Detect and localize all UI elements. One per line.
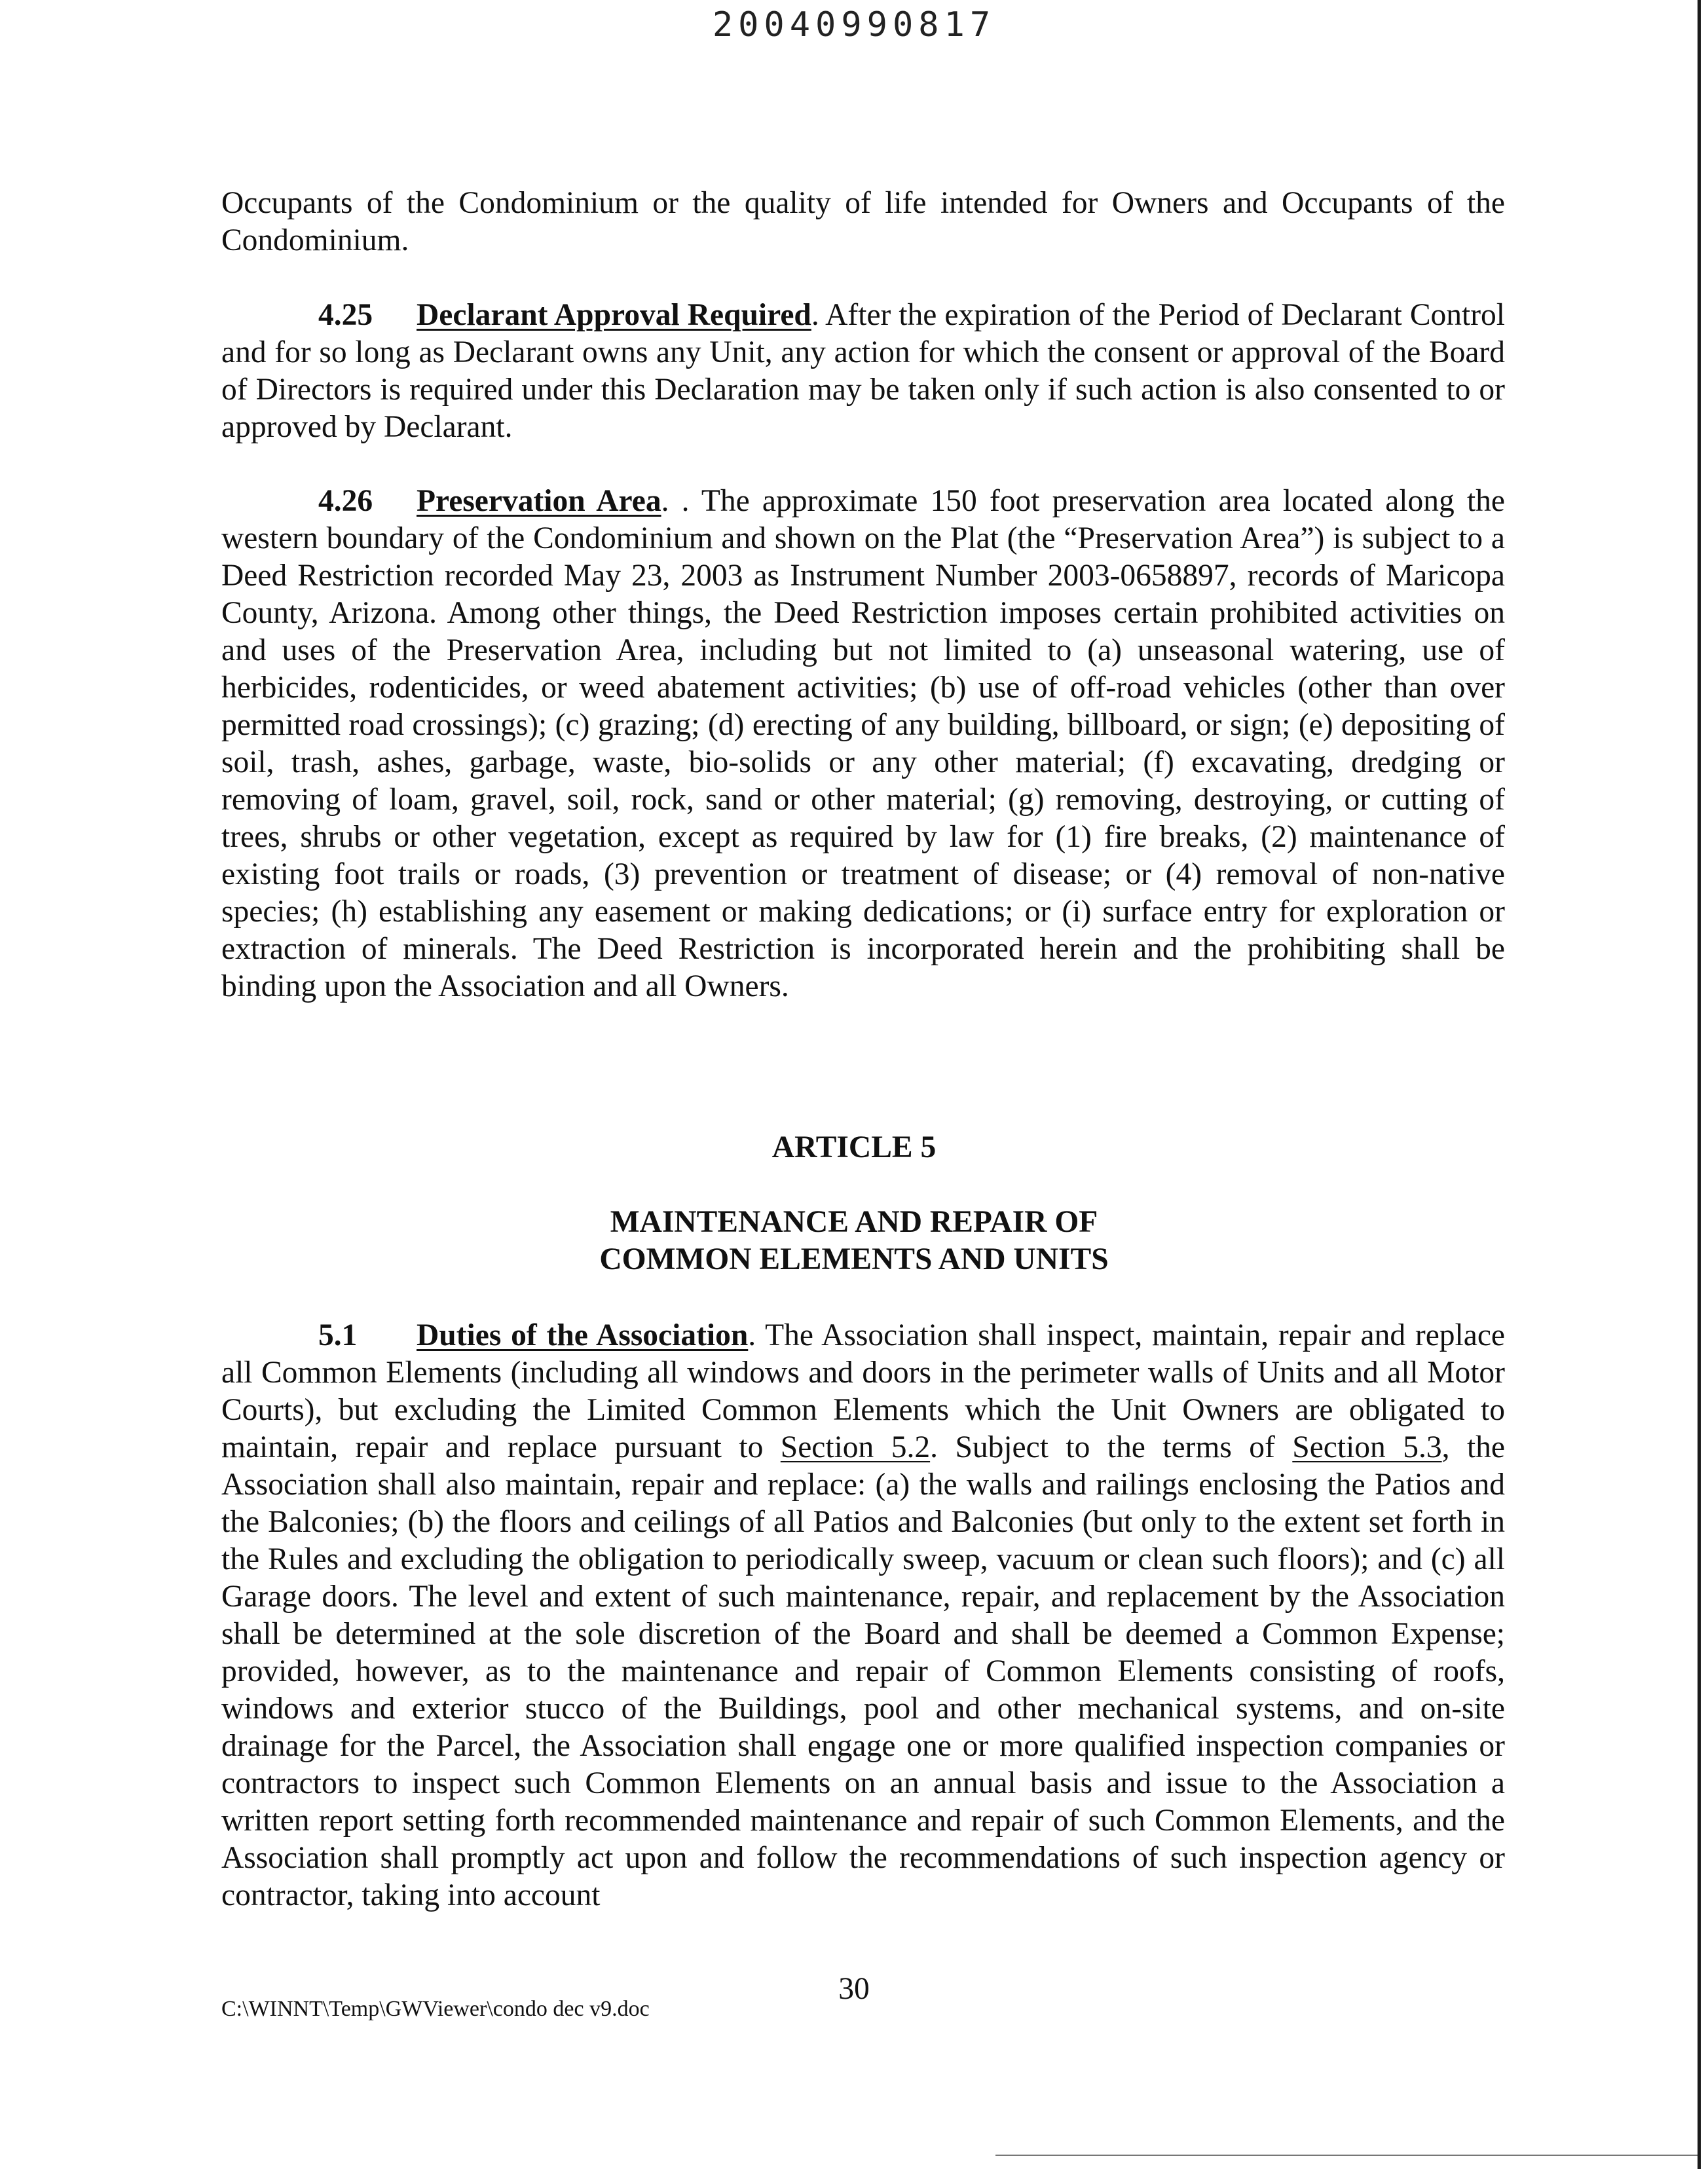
intro-paragraph — [221, 185, 1505, 259]
article-label: ARTICLE 5 — [771, 1130, 937, 1164]
intro-text: Occupants of the Condominium or the quality of life intended for Owners and Occupants of the Condominium. — [221, 186, 1505, 257]
section-5-1 — [221, 1317, 1505, 1914]
section-4-26 — [221, 483, 1505, 1005]
scan-bottom-rule — [995, 2155, 1698, 2156]
section-text: . After the expiration of the Period of Declarant Control and for so long as Declarant owns any Unit, any action for which the consent or approval of the Board of Directors is required under this Declaration may be taken only if such action is also consented to or approved by Declarant. — [221, 298, 1505, 444]
section-number: 4.26 — [318, 484, 373, 518]
section-title: Duties of the Association — [417, 1318, 749, 1352]
section-text-a: . The Association shall inspect, maintain, repair and replace all Common Elements (including all windows and doors in the perimeter walls of Units and all Motor Courts), but excluding the Limited Common Elements which the Unit Owners are obligated to maintain, repair and replace pursuant to — [221, 1318, 1505, 1464]
section-text: . . The approximate 150 foot preservation area located along the western boundary of the Condominium and shown on the Plat (the “Preservation Area”) is subject to a Deed Restriction recorded May 23, 2003 as Instrument Number 2003-0658897, records of Maricopa County, Arizona. Among other things, the Deed Restriction imposes certain prohibited activities on and uses of the Preservation Area, including but not limited to (a) unseasonal watering, use of herbicides, rodenticides, or weed abatement activities; (b) use of off-road vehicles (other than over permitted road crossings); (c) grazing; (d) erecting of any building, billboard, or sign; (e) depositing of soil, trash, ashes, garbage, waste, bio-solids or any other material; (f) excavating, dredging or removing of loam, gravel, soil, rock, sand or other material; (g) removing, destroying, or cutting of trees, shrubs or other vegetation, except as required by law for (1) fire breaks, (2) maintenance of existing foot trails or roads, (3) prevention or treatment of disease; or (4) removal of non-native species; (h) establishing any easement or making dedications; or (i) surface entry for exploration or extraction of minerals. The Deed Restriction is incorporated herein and the prohibiting shall be binding upon the Association and all Owners. — [221, 484, 1505, 1003]
section-number: 5.1 — [318, 1318, 358, 1352]
scan-edge-line — [1698, 0, 1701, 2169]
page-number: 30 — [838, 1972, 870, 2006]
section-text-c: , the Association shall also maintain, repair and replace: (a) the walls and railings enclosing the Patios and the Balconies; (b) the floors and ceilings of all Patios and Balconies (but only to the extent set forth in the Rules and excluding the obligation to periodically sweep, vacuum or clean such floors); and (c) all Garage doors. The level and extent of such maintenance, repair, and replacement by the Association shall be determined at the sole discretion of the Board and shall be deemed a Common Expense; provided, however, as to the maintenance and repair of Common Elements consisting of roofs, windows and exterior stucco of the Buildings, pool and other mechanical systems, and on-site drainage for the Parcel, the Association shall engage one or more qualified inspection companies or contractors to inspect such Common Elements on an annual basis and issue to the Association a written report setting forth recommended maintenance and repair of such Common Elements, and the Association shall promptly act upon and follow the recommendations of such inspection agency or contractor, taking into account — [221, 1430, 1505, 1912]
footer-file-path: C:\WINNT\Temp\GWViewer\condo dec v9.doc — [221, 1997, 650, 2021]
section-title: Declarant Approval Required — [417, 298, 811, 332]
article-title-line-1: MAINTENANCE AND REPAIR OF — [610, 1205, 1098, 1239]
section-number: 4.25 — [318, 298, 373, 332]
section-title: Preservation Area — [417, 484, 661, 518]
recording-number-stamp: 20040990817 — [712, 5, 996, 45]
article-title-line-2: COMMON ELEMENTS AND UNITS — [599, 1242, 1109, 1276]
section-4-25 — [221, 297, 1505, 446]
section-reference-link[interactable]: Section 5.3 — [1292, 1430, 1442, 1464]
section-reference-link[interactable]: Section 5.2 — [780, 1430, 931, 1464]
section-text-b: . Subject to the terms of — [930, 1430, 1293, 1464]
